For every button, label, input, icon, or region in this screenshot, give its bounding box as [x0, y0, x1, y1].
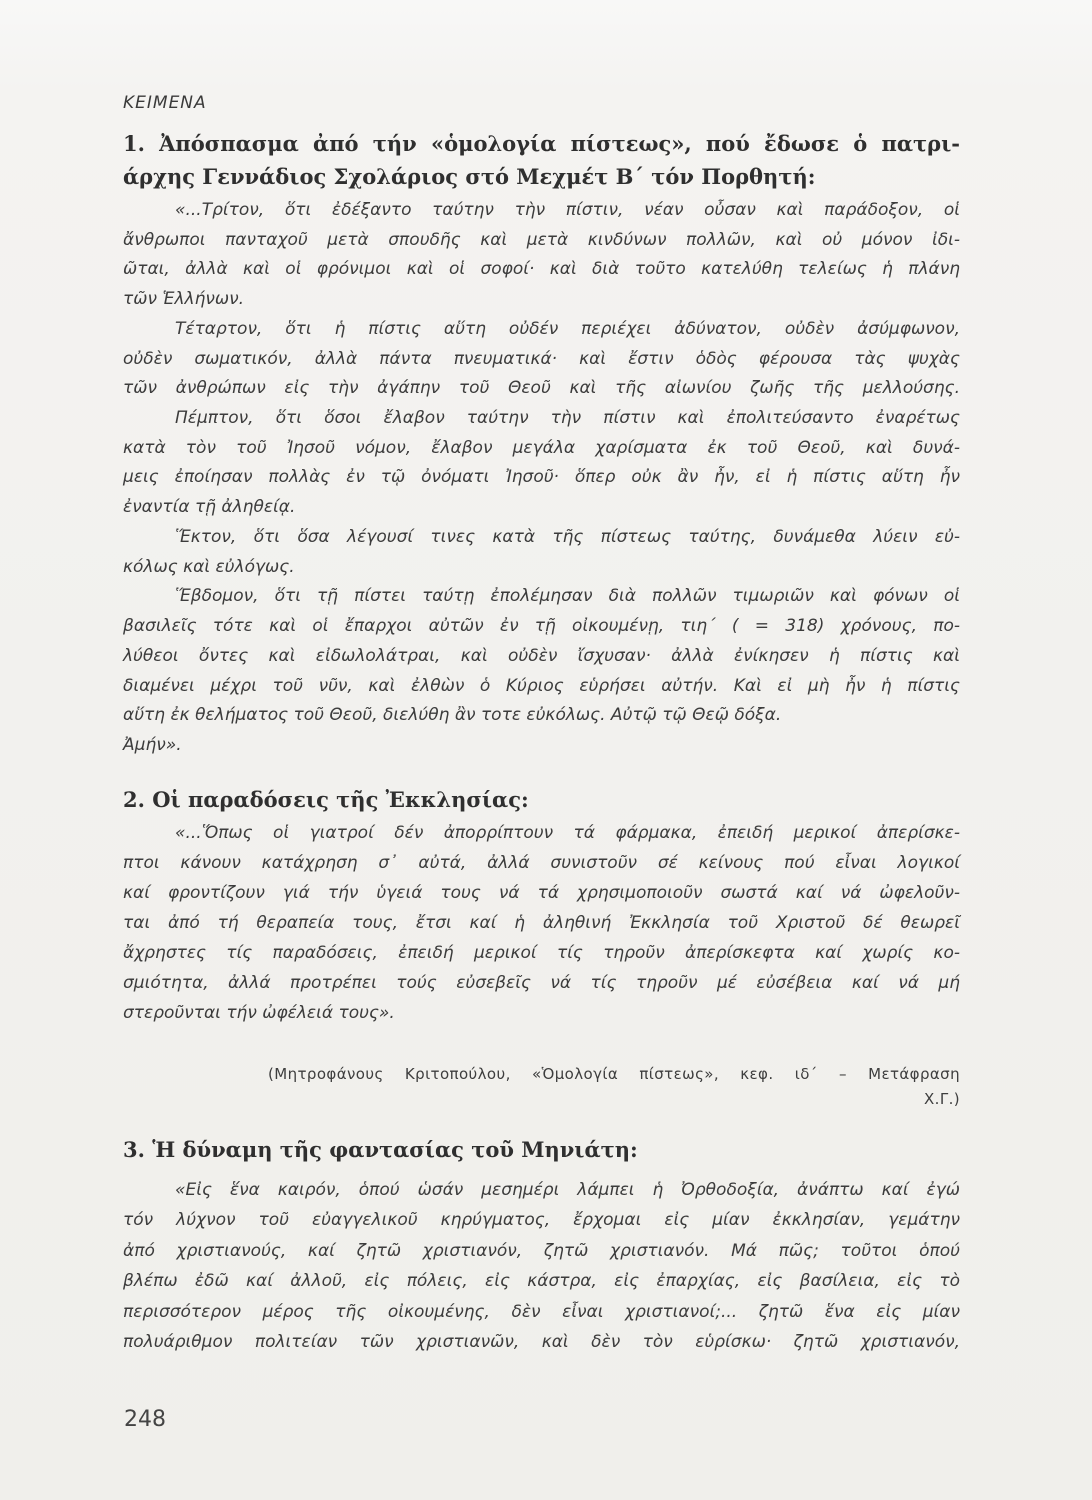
text-line: ῶται, ἀλλὰ καὶ οἱ φρόνιμοι καὶ οἱ σοφοί· καὶ διὰ τοῦτο κατελύθη τελείως ἡ πλάνη	[123, 259, 960, 280]
section-3-heading: 3. Ἡ δύναμη τῆς φαντασίας τοῦ Μηνιάτη:	[123, 1137, 638, 1162]
text-line: περισσότερον μέρος τῆς οἰκουμένης, δὲν εἶναι χριστιανοί;... ζητῶ ἕνα εἰς μίαν	[123, 1301, 960, 1322]
text-line: οὐδὲν σωματικόν, ἀλλὰ πάντα πνευματικά· καὶ ἔστιν ὁδὸς φέρουσα τὰς ψυχὰς	[123, 348, 960, 369]
text-line: «...Ὅπως οἱ γιατροί δέν ἀπορρίπτουν τά φάρμακα, ἐπειδή μερικοί ἀπερίσκε-	[175, 823, 960, 843]
paragraph	[123, 315, 960, 404]
paragraph	[123, 818, 960, 1028]
heading-line: άρχης Γεννάδιος Σχολάριος στό Μεχμέτ Β΄ τόν Πορθητή:	[123, 164, 816, 189]
text-line: μεις ἐποίησαν πολλὰς ἐν τῷ ὀνόματι Ἰησοῦ· ὅπερ οὐκ ἂν ἦν, εἰ ἡ πίστις αὕτη ἦν	[123, 467, 960, 488]
text-line: κατὰ τὸν τοῦ Ἰησοῦ νόμον, ἔλαβον μεγάλα χαρίσματα ἐκ τοῦ Θεοῦ, καὶ δυνά-	[123, 437, 960, 458]
text-line: Ἀμήν».	[123, 734, 182, 755]
section-3-body	[123, 1175, 960, 1357]
text-line: κόλως καὶ εὐλόγως.	[123, 556, 295, 577]
text-line: ται ἀπό τή θεραπεία τους, ἔτσι καί ἡ ἀληθινή Ἐκκλησία τοῦ Χριστοῦ δέ θεωρεῖ	[123, 913, 960, 933]
text-line: τῶν ἀνθρώπων εἰς τὴν ἀγάπην τοῦ Θεοῦ καὶ τῆς αἰωνίου ζωῆς τῆς μελλούσης.	[123, 378, 960, 399]
text-line: αὕτη ἐκ θελήματος τοῦ Θεοῦ, διελύθη ἂν τοτε εὐκόλως. Αὐτῷ τῷ Θεῷ δόξα.	[123, 705, 782, 726]
citation-line: Χ.Γ.)	[923, 1090, 960, 1108]
text-line: ἄχρηστες τίς παραδόσεις, ἐπειδή μερικοί τίς τηροῦν ἀπερίσκεφτα καί χωρίς κο-	[123, 943, 960, 963]
running-head: ΚΕΙΜΕΝΑ	[123, 93, 207, 113]
text-line: λύθεοι ὄντες καὶ εἰδωλολάτραι, καὶ οὐδὲν ἴσχυσαν· ἀλλὰ ἐνίκησεν ἡ πίστις καὶ	[123, 645, 960, 666]
text-line: διαμένει μέχρι τοῦ νῦν, καὶ ἐλθὼν ὁ Κύριος εὑρήσει αὐτήν. Καὶ εἰ μὴ ἦν ἡ πίστις	[123, 675, 960, 696]
text-line: ἄνθρωποι πανταχοῦ μετὰ σπουδῆς καὶ μετὰ κινδύνων πολλῶν, καὶ οὐ μόνον ἰδι-	[123, 229, 960, 250]
section-2-heading: 2. Οἱ παραδόσεις τῆς Ἐκκλησίας:	[123, 787, 529, 812]
text-line: τόν λύχνον τοῦ εὐαγγελικοῦ κηρύγματος, ἔρχομαι εἰς μίαν ἐκκλησίαν, γεμάτην	[123, 1210, 960, 1231]
section-1-heading	[123, 127, 960, 193]
paragraph	[123, 404, 960, 523]
text-line: σμιότητα, ἀλλά προτρέπει τούς εὐσεβεῖς νά τίς τηροῦν μέ εὐσέβεια καί νά μή	[123, 973, 960, 993]
text-line: ἀπό χριστιανούς, καί ζητῶ χριστιανόν, ζητῶ χριστιανόν. Μά πῶς; τοῦτοι ὁπού	[123, 1240, 960, 1261]
text-line: πτοι κάνουν κατάχρηση σ᾿ αὐτά, ἀλλά συνιστοῦν σέ κείνους πού εἶναι λογικοί	[123, 853, 960, 873]
section-2-body	[123, 818, 960, 1028]
text-line: Πέμπτον, ὅτι ὅσοι ἔλαβον ταύτην τὴν πίστιν καὶ ἐπολιτεύσαντο ἐναρέτως	[175, 408, 960, 429]
text-line: Ἕβδομον, ὅτι τῇ πίστει ταύτῃ ἐπολέμησαν διὰ πολλῶν τιμωριῶν καὶ φόνων οἱ	[175, 586, 960, 607]
text-line: βλέπω ἐδῶ καί ἀλλοῦ, εἰς πόλεις, εἰς κάστρα, εἰς ἐπαρχίας, εἰς βασίλεια, εἰς τὸ	[123, 1271, 960, 1292]
text-line: καί φροντίζουν γιά τήν ὑγειά τους νά τά χρησιμοποιοῦν σωστά καί νά ὠφελοῦν-	[123, 883, 960, 903]
page-number: 248	[124, 1407, 166, 1432]
paragraph	[123, 1175, 960, 1357]
text-line: ἐναντία τῇ ἀληθείᾳ.	[123, 497, 296, 518]
paragraph	[123, 523, 960, 582]
text-line: Ἕκτον, ὅτι ὅσα λέγουσί τινες κατὰ τῆς πίστεως ταύτης, δυνάμεθα λύειν εὐ-	[175, 526, 960, 547]
text-line: βασιλεῖς τότε καὶ οἱ ἔπαρχοι αὐτῶν ἐν τῇ οἰκουμένῃ, τιη΄ ( = 318) χρόνους, πο-	[123, 616, 960, 637]
text-line: «Εἰς ἕνα καιρόν, ὁπού ὡσάν μεσημέρι λάμπει ἡ Ὀρθοδοξία, ἀνάπτω καί ἐγώ	[175, 1180, 960, 1200]
heading-line: 1. Ἀπόσπασμα ἀπό τήν «ὁμολογία πίστεως», πού ἔδωσε ὁ πατρι-	[123, 131, 960, 156]
paragraph	[123, 582, 960, 760]
paragraph	[123, 196, 960, 315]
citation	[268, 1062, 960, 1112]
section-1-body	[123, 196, 960, 761]
citation-line: (Μητροφάνους Κριτοπούλου, «Ὁμολογία πίστεως», κεφ. ιδ΄ – Μετάφραση	[268, 1065, 960, 1083]
text-line: στεροῦνται τήν ὠφέλειά τους».	[123, 1003, 395, 1023]
text-line: Τέταρτον, ὅτι ἡ πίστις αὕτη οὐδέν περιέχει ἀδύνατον, οὐδὲν ἀσύμφωνον,	[175, 318, 960, 339]
text-line: «...Τρίτον, ὅτι ἐδέξαντο ταύτην τὴν πίστιν, νέαν οὖσαν καὶ παράδοξον, οἱ	[175, 200, 960, 220]
text-line: πολυάριθμον πολιτείαν τῶν χριστιανῶν, καὶ δὲν τὸν εὑρίσκω· ζητῶ χριστιανόν,	[123, 1331, 960, 1352]
text-line: τῶν Ἑλλήνων.	[123, 289, 244, 310]
